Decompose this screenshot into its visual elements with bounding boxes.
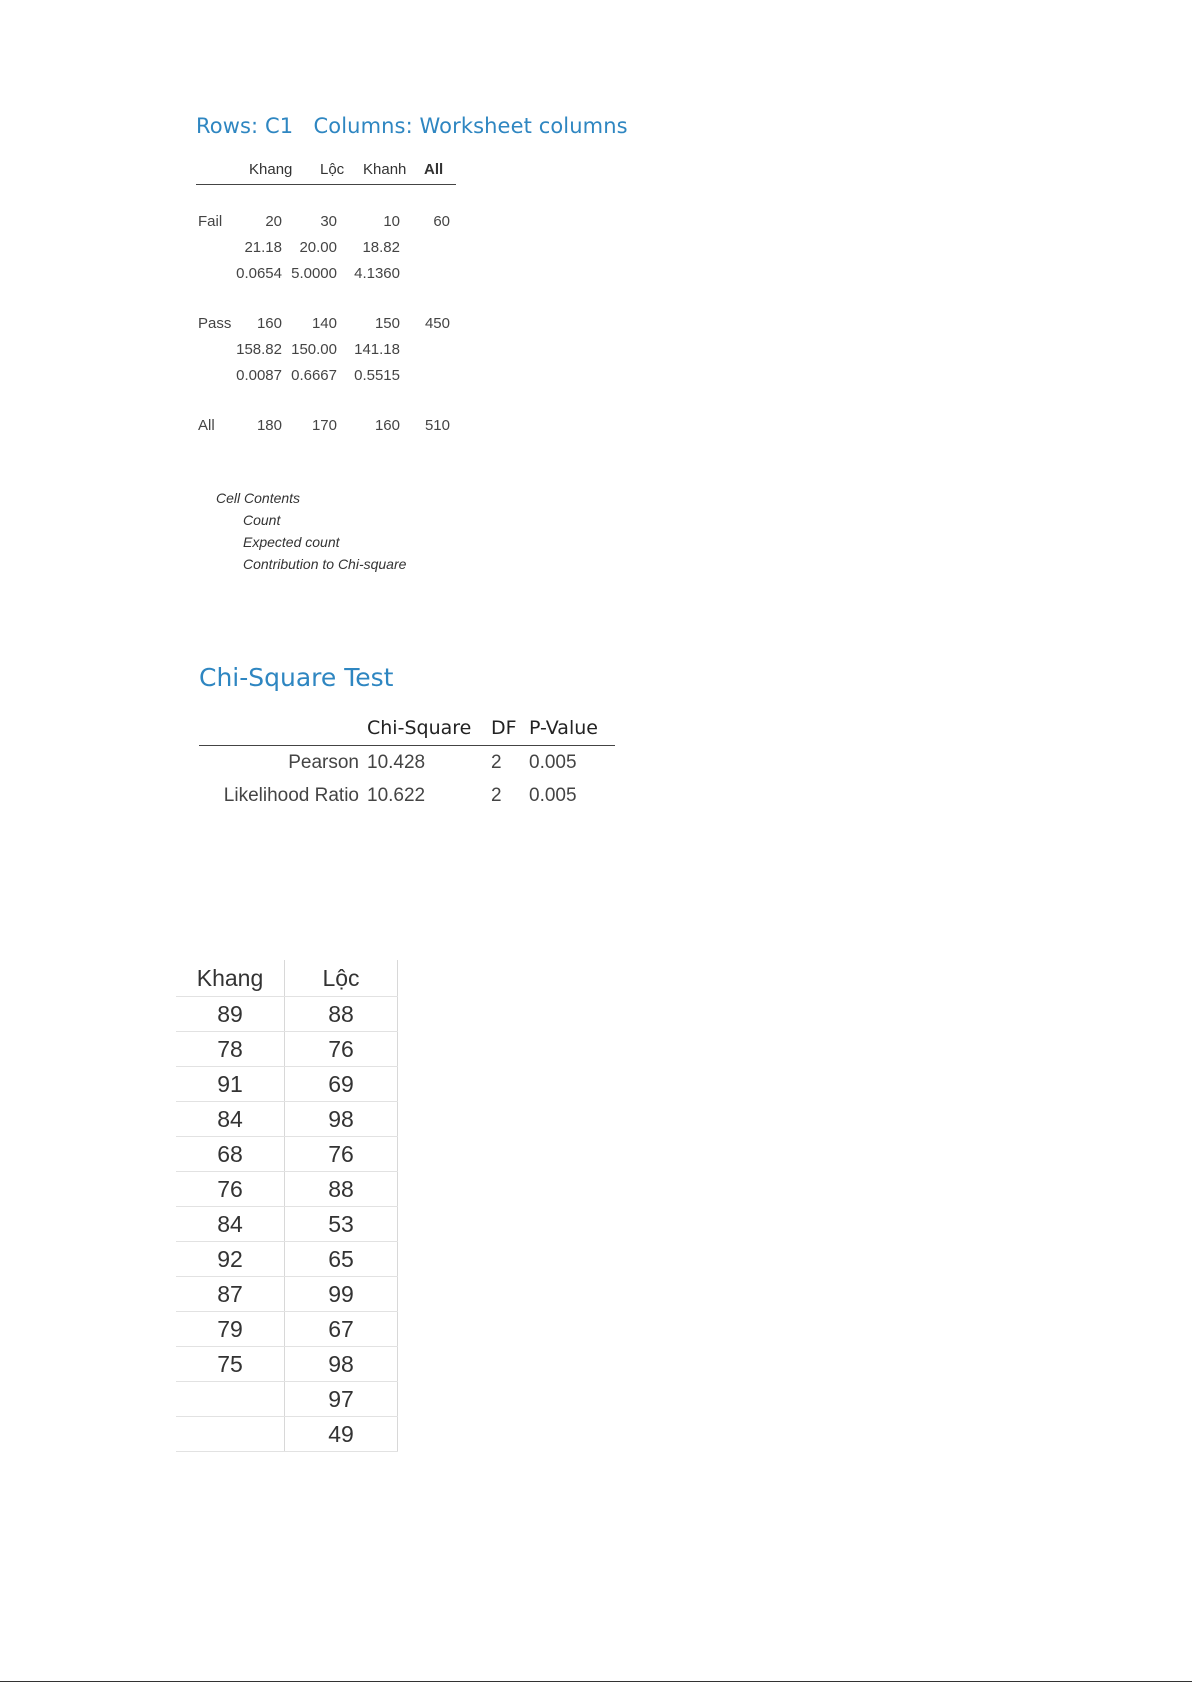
cell: 4.1360 xyxy=(354,265,400,282)
header-df: DF xyxy=(491,717,517,739)
cell: 158.82 xyxy=(236,341,282,358)
cell: 20.00 xyxy=(299,239,337,256)
header-p-value: P-Value xyxy=(529,717,598,739)
worksheet-cell-khang[interactable]: 84 xyxy=(176,1102,285,1137)
pass-contribution-row xyxy=(196,363,456,389)
worksheet-row xyxy=(176,1347,398,1382)
chi-square-table xyxy=(199,715,615,812)
fail-contribution-row xyxy=(196,261,456,287)
worksheet-cell-loc[interactable]: 69 xyxy=(285,1067,398,1102)
cell: 150 xyxy=(374,315,400,332)
chi-row-pearson xyxy=(199,746,615,779)
worksheet-cell-loc[interactable]: 67 xyxy=(285,1312,398,1347)
worksheet-table xyxy=(176,960,398,1452)
chi-row-likelihood xyxy=(199,779,615,812)
cell-contents-heading: Cell Contents xyxy=(216,490,301,506)
header-chi-square: Chi-Square xyxy=(367,717,472,739)
cell: 0.0654 xyxy=(236,265,282,282)
cell: 21.18 xyxy=(244,239,282,256)
worksheet-cell-khang[interactable]: 78 xyxy=(176,1032,285,1067)
df-value: 2 xyxy=(491,785,502,806)
worksheet-grid xyxy=(176,960,400,1452)
cell: 60 xyxy=(433,213,450,230)
worksheet-cell-loc[interactable]: 49 xyxy=(285,1417,398,1452)
worksheet-cell-khang[interactable]: 79 xyxy=(176,1312,285,1347)
worksheet-row xyxy=(176,1277,398,1312)
fail-count-row xyxy=(196,209,456,235)
cell: 140 xyxy=(311,315,337,332)
cell: 20 xyxy=(265,213,282,230)
cell: 160 xyxy=(374,417,400,434)
worksheet-cell-khang[interactable] xyxy=(176,1417,285,1452)
legend-item-contribution: Contribution to Chi-square xyxy=(243,556,407,572)
cell: 10 xyxy=(383,213,400,230)
test-name: Likelihood Ratio xyxy=(223,785,359,806)
cell: 180 xyxy=(256,417,282,434)
worksheet-row xyxy=(176,997,398,1032)
worksheet-cell-loc[interactable]: 97 xyxy=(285,1382,398,1417)
worksheet-cell-loc[interactable]: 88 xyxy=(285,1172,398,1207)
worksheet-cell-loc[interactable]: 98 xyxy=(285,1102,398,1137)
header-khang: Khang xyxy=(249,161,293,178)
worksheet-cell-loc[interactable]: 76 xyxy=(285,1137,398,1172)
worksheet-header-row xyxy=(176,960,398,997)
worksheet-cell-khang[interactable]: 87 xyxy=(176,1277,285,1312)
legend-item-count: Count xyxy=(243,512,281,528)
legend-item-expected: Expected count xyxy=(243,534,340,550)
p-value: 0.005 xyxy=(529,785,577,806)
chi-square-title: Chi-Square Test xyxy=(199,663,394,692)
chi-value: 10.428 xyxy=(367,752,426,773)
chi-square-header xyxy=(199,715,615,746)
chi-value: 10.622 xyxy=(367,785,426,806)
worksheet-row xyxy=(176,1032,398,1067)
cell: 30 xyxy=(320,213,337,230)
worksheet-cell-khang[interactable]: 89 xyxy=(176,997,285,1032)
cell-contents-legend xyxy=(216,487,406,575)
worksheet-row xyxy=(176,1242,398,1277)
cell: 510 xyxy=(424,417,450,434)
total-row xyxy=(196,413,456,439)
cell: 450 xyxy=(424,315,450,332)
row-label-all: All xyxy=(198,417,215,434)
worksheet-row xyxy=(176,1137,398,1172)
column-header-khang: Khang xyxy=(176,960,285,997)
worksheet-cell-khang[interactable]: 75 xyxy=(176,1347,285,1382)
worksheet-cell-loc[interactable]: 88 xyxy=(285,997,398,1032)
cell: 150.00 xyxy=(291,341,337,358)
worksheet-row xyxy=(176,1067,398,1102)
df-value: 2 xyxy=(491,752,502,773)
p-value: 0.005 xyxy=(529,752,577,773)
worksheet-cell-khang[interactable]: 68 xyxy=(176,1137,285,1172)
tabulated-title: Rows: C1 Columns: Worksheet columns xyxy=(196,114,628,138)
worksheet-row xyxy=(176,1417,398,1452)
test-name: Pearson xyxy=(288,752,359,773)
worksheet-row xyxy=(176,1102,398,1137)
row-label-fail: Fail xyxy=(198,213,223,230)
cell: 0.6667 xyxy=(291,367,337,384)
cell: 160 xyxy=(256,315,282,332)
worksheet-cell-khang[interactable]: 84 xyxy=(176,1207,285,1242)
cell: 5.0000 xyxy=(291,265,337,282)
header-khanh: Khanh xyxy=(363,161,407,178)
contingency-table xyxy=(196,158,456,439)
header-all: All xyxy=(424,161,444,178)
worksheet-cell-loc[interactable]: 98 xyxy=(285,1347,398,1382)
worksheet-cell-khang[interactable] xyxy=(176,1382,285,1417)
worksheet-cell-loc[interactable]: 99 xyxy=(285,1277,398,1312)
cell: 0.0087 xyxy=(236,367,282,384)
worksheet-row xyxy=(176,1312,398,1347)
worksheet-row xyxy=(176,1382,398,1417)
worksheet-row xyxy=(176,1207,398,1242)
row-label-pass: Pass xyxy=(198,315,232,332)
contingency-header xyxy=(196,158,456,185)
cell: 0.5515 xyxy=(354,367,400,384)
worksheet-cell-loc[interactable]: 65 xyxy=(285,1242,398,1277)
pass-count-row xyxy=(196,311,456,337)
cell: 141.18 xyxy=(354,341,400,358)
page-bottom-rule xyxy=(0,1681,1192,1682)
cell: 18.82 xyxy=(362,239,400,256)
column-header-loc: Lộc xyxy=(285,960,398,997)
worksheet-row xyxy=(176,1172,398,1207)
cell: 170 xyxy=(311,417,337,434)
worksheet-cell-khang[interactable]: 76 xyxy=(176,1172,285,1207)
worksheet-cell-khang[interactable]: 92 xyxy=(176,1242,285,1277)
worksheet-cell-loc[interactable]: 53 xyxy=(285,1207,398,1242)
header-loc: Lộc xyxy=(320,161,345,178)
worksheet-cell-khang[interactable]: 91 xyxy=(176,1067,285,1102)
pass-expected-row xyxy=(196,337,456,363)
worksheet-cell-loc[interactable]: 76 xyxy=(285,1032,398,1067)
fail-expected-row xyxy=(196,235,456,261)
